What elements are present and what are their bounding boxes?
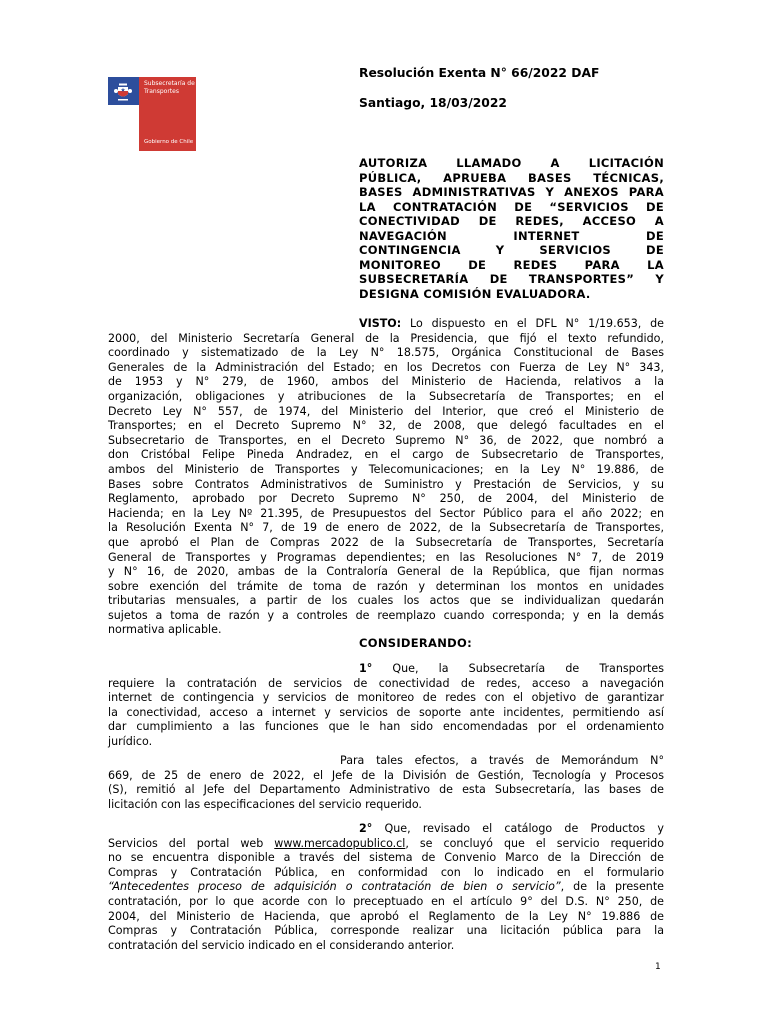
considerando-2-text: Servicios del portal web	[108, 836, 275, 850]
considerando-1-number: 1°	[359, 662, 373, 675]
summary-line: MONITOREO DE REDES PARA LA	[359, 257, 664, 272]
considerando-line: la conectividad, acceso a internet y servicios de soporte ante incidentes, permitiendo así	[108, 705, 664, 719]
visto-line: Hacienda; en la Ley Nº 21.395, de Presupuestos del Sector Público para el año 2022; en	[108, 506, 664, 520]
summary-line: LA CONTRATACIÓN DE “SERVICIOS DE	[359, 199, 664, 214]
logo-flag-left	[108, 77, 139, 151]
considerando-line: licitación con las especificaciones del servicio requerido.	[108, 797, 422, 811]
institution-logo	[108, 77, 196, 151]
considerando-line: (S), remitió al Jefe del Departamento Administrativo de esta Subsecretaría, las bases de	[108, 783, 664, 797]
visto-first-line	[108, 317, 664, 332]
considerando-line: jurídico.	[108, 734, 153, 748]
visto-line: y N° 16, de 2020, ambas de la Contraloría General de la República, que fijan normas	[108, 565, 664, 579]
visto-line: coordinado y sistematizado de la Ley N° 18.575, Orgánica Constitucional de Bases	[108, 346, 664, 360]
considerando-line: 669, de 25 de enero de 2022, el Jefe de la División de Gestión, Tecnología y Procesos	[108, 768, 664, 782]
considerando-2-first-line	[108, 822, 664, 837]
visto-line: Subsecretario de Transportes, en el Decreto Supremo N° 36, de 2022, que nombró a	[108, 433, 664, 447]
visto-first-text: Lo dispuesto en el DFL N° 1/19.653, de	[409, 317, 665, 330]
visto-line: que aprobó el Plan de Compras 2022 de la Subsecretaría de Transportes, Secretaría	[108, 535, 664, 549]
logo-title-line1: Subsecretaría de	[144, 80, 195, 87]
visto-section	[108, 317, 664, 638]
visto-line: sujetos a toma de razón y a controles de reemplazo cuando corresponda; y en la demás	[108, 608, 664, 622]
visto-line: Bases sobre Contratos Administrativos de Suministro y Prestación de Servicios, y su	[108, 477, 664, 491]
page-number: 1	[655, 962, 661, 972]
summary-line: CONTINGENCIA Y SERVICIOS DE	[359, 243, 664, 257]
logo-white-block	[108, 105, 139, 151]
considerando-1-followup	[108, 754, 664, 812]
visto-line: Decreto Ley N° 557, de 1974, del Ministerio del Interior, que creó el Ministerio de	[108, 404, 664, 418]
considerando-line: requiere la contratación de servicios de conectividad de redes, acceso a navegación	[108, 676, 664, 690]
considerando-1-first-text: Que, la Subsecretaría de Transportes	[392, 662, 665, 675]
visto-line: organización, obligaciones y atribuciones de la Subsecretaría de Transportes; en el	[108, 389, 664, 403]
summary-line: DESIGNA COMISIÓN EVALUADORA.	[359, 286, 591, 301]
form-title-italic: “Antecedentes proceso de adquisición o contratación de bien o servicio”	[108, 880, 561, 894]
summary-line: CONECTIVIDAD DE REDES, ACCESO A	[359, 214, 664, 228]
considerando-title: CONSIDERANDO:	[359, 636, 473, 650]
considerando-1b-first-line: Para tales efectos, a través de Memorándum N°	[340, 754, 664, 767]
visto-line: don Cristóbal Felipe Pineda Andradez, en el cargo de Subsecretario de Transportes,	[108, 448, 664, 462]
summary-line: NAVEGACIÓN INTERNET DE	[359, 228, 664, 243]
summary-line: SUBSECRETARÍA DE TRANSPORTES” Y	[359, 272, 664, 286]
considerando-2-text: , de la presente	[560, 880, 664, 894]
considerando-line: dar cumplimiento a las funciones que le han sido encomendadas por el ordenamiento	[108, 720, 664, 734]
visto-line: normativa aplicable.	[108, 623, 222, 637]
mercadopublico-link[interactable]: www.mercadopublico.cl	[274, 836, 406, 850]
visto-line: la Resolución Exenta N° 7, de 19 de enero de 2022, de la Subsecretaría de Transportes,	[108, 521, 664, 535]
logo-government-label: Gobierno de Chile	[144, 139, 194, 145]
considerando-1	[108, 662, 664, 750]
summary-line: BASES ADMINISTRATIVAS Y ANEXOS PARA	[359, 185, 664, 199]
visto-line: Transportes; en el Decreto Supremo N° 32, de 2008, que delegó facultades en el	[108, 419, 664, 433]
visto-line: de 1953 y N° 279, de 1960, ambos del Ministerio de Hacienda, relativos a la	[108, 375, 664, 389]
resolution-number: Resolución Exenta N° 66/2022 DAF	[359, 66, 600, 80]
visto-line: sobre exención del trámite de toma de razón y determinan los montos en unidades	[108, 579, 664, 593]
considerando-line: 2004, del Ministerio de Hacienda, que aprobó el Reglamento de la Ley N° 19.886 de	[108, 909, 664, 923]
summary-line: AUTORIZA LLAMADO A LICITACIÓN	[359, 156, 664, 170]
visto-line: tributarias mensuales, a partir de los cuales los actos que se individualizan quedarán	[108, 594, 664, 608]
considerando-2-text: , se concluyó que el servicio requerido	[405, 836, 664, 850]
considerando-2	[108, 822, 664, 953]
logo-title-line2: Transportes	[144, 87, 179, 95]
considerando-2-number: 2°	[359, 822, 373, 835]
resolution-summary	[359, 156, 664, 301]
considerando-line: Compras y Contratación Pública, corresponde realizar una licitación pública para la	[108, 924, 664, 938]
visto-line: General de Transportes y Programas dependientes; en las Resoluciones N° 7, de 2019	[108, 550, 664, 564]
visto-line: ambos del Ministerio de Transportes y Telecomunicaciones; en la Ley N° 19.886, de	[108, 462, 664, 476]
summary-line: PÚBLICA, APRUEBA BASES TÉCNICAS,	[359, 170, 664, 185]
considerando-line: internet de contingencia y servicios de monitoreo de redes con el objetivo de garantizar	[108, 691, 664, 705]
visto-line: Reglamento, aprobado por Decreto Supremo N° 250, de 2004, del Ministerio de	[108, 492, 664, 506]
visto-line: Generales de la Administración del Estado; en los Decretos con Fuerza de Ley N° 343,	[108, 360, 664, 374]
considerando-line: Compras y Contratación Pública, en conformidad con lo indicado en el formulario	[108, 865, 664, 879]
coat-of-arms-icon	[111, 80, 135, 104]
considerando-1-first-line	[108, 662, 664, 677]
place-date: Santiago, 18/03/2022	[359, 96, 507, 110]
considerando-line: contratación, por lo que acorde con lo preceptuado en el artículo 9° del D.S. N° 250, de	[108, 894, 664, 908]
considerando-line-with-italic	[108, 880, 664, 895]
logo-title	[144, 80, 195, 95]
considerando-line-with-link	[108, 837, 664, 852]
visto-line: 2000, del Ministerio Secretaría General de la Presidencia, que fijó el texto refundido,	[108, 331, 664, 345]
considerando-2-first-text: Que, revisado el catálogo de Productos y	[384, 822, 664, 835]
considerando-line: contratación del servicio indicado en el considerando anterior.	[108, 938, 455, 952]
visto-label: VISTO:	[359, 317, 402, 330]
considerando-line: no se encuentra disponible a través del sistema de Convenio Marco de la Dirección de	[108, 851, 664, 865]
